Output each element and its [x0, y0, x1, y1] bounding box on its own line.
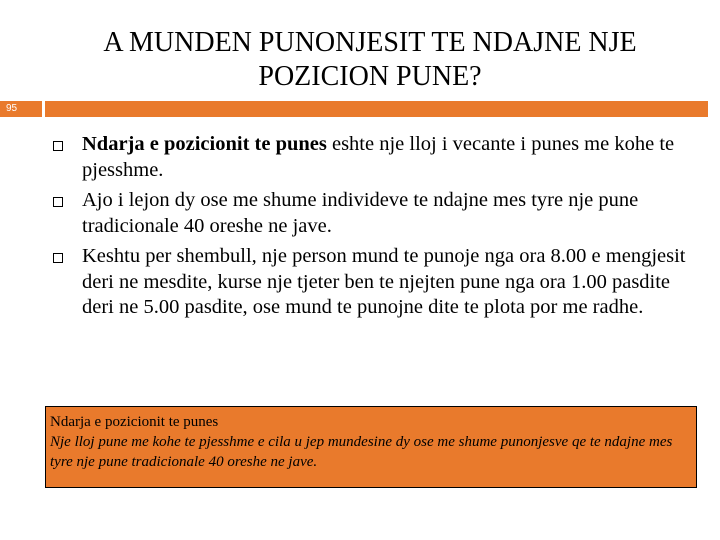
slide-title-line-2: POZICION PUNE? [258, 61, 482, 92]
square-bullet-icon [53, 253, 63, 263]
definition-body: Nje lloj pune me kohe te pjesshme e cila u jep mundesine dy ose me shume punonjesve qe te ndajne mes tyre nje pune tradicionale 40 oreshe ne jave. [50, 434, 673, 470]
slide-title [0, 26, 720, 94]
bullet-item [50, 188, 700, 239]
slide-title-line-1: A MUNDEN PUNONJESIT TE NDAJNE NJE [103, 27, 637, 58]
bullet-text: Ajo i lejon dy ose me shume individeve te ndajne mes tyre nje pune tradicionale 40 oreshe ne jave. [82, 189, 639, 237]
bullet-bold-term: Ndarja e pozicionit te punes [82, 133, 327, 155]
bullet-item [50, 132, 700, 183]
header-bar [0, 101, 720, 117]
bullet-list [50, 132, 700, 326]
slide-number: 95 [6, 103, 18, 114]
bullet-item [50, 244, 700, 321]
bullet-text: eshte nje lloj i vecante i punes me kohe te pjesshme. [82, 133, 675, 181]
bullet-text: Keshtu per shembull, nje person mund te punoje nga ora 8.00 e mengjesit deri ne mesdite, kurse nje tjeter ben te njejten pune nga ora 1.00 pasdite deri ne 5.00 pasdite, ose mund te punojne dite te plota por me radhe. [82, 245, 686, 318]
slide-number-block [0, 101, 42, 117]
definition-title: Ndarja e pozicionit te punes [50, 414, 219, 430]
square-bullet-icon [53, 197, 63, 207]
square-bullet-icon [53, 141, 63, 151]
header-bar-fill [45, 101, 708, 117]
definition-box [45, 406, 697, 488]
